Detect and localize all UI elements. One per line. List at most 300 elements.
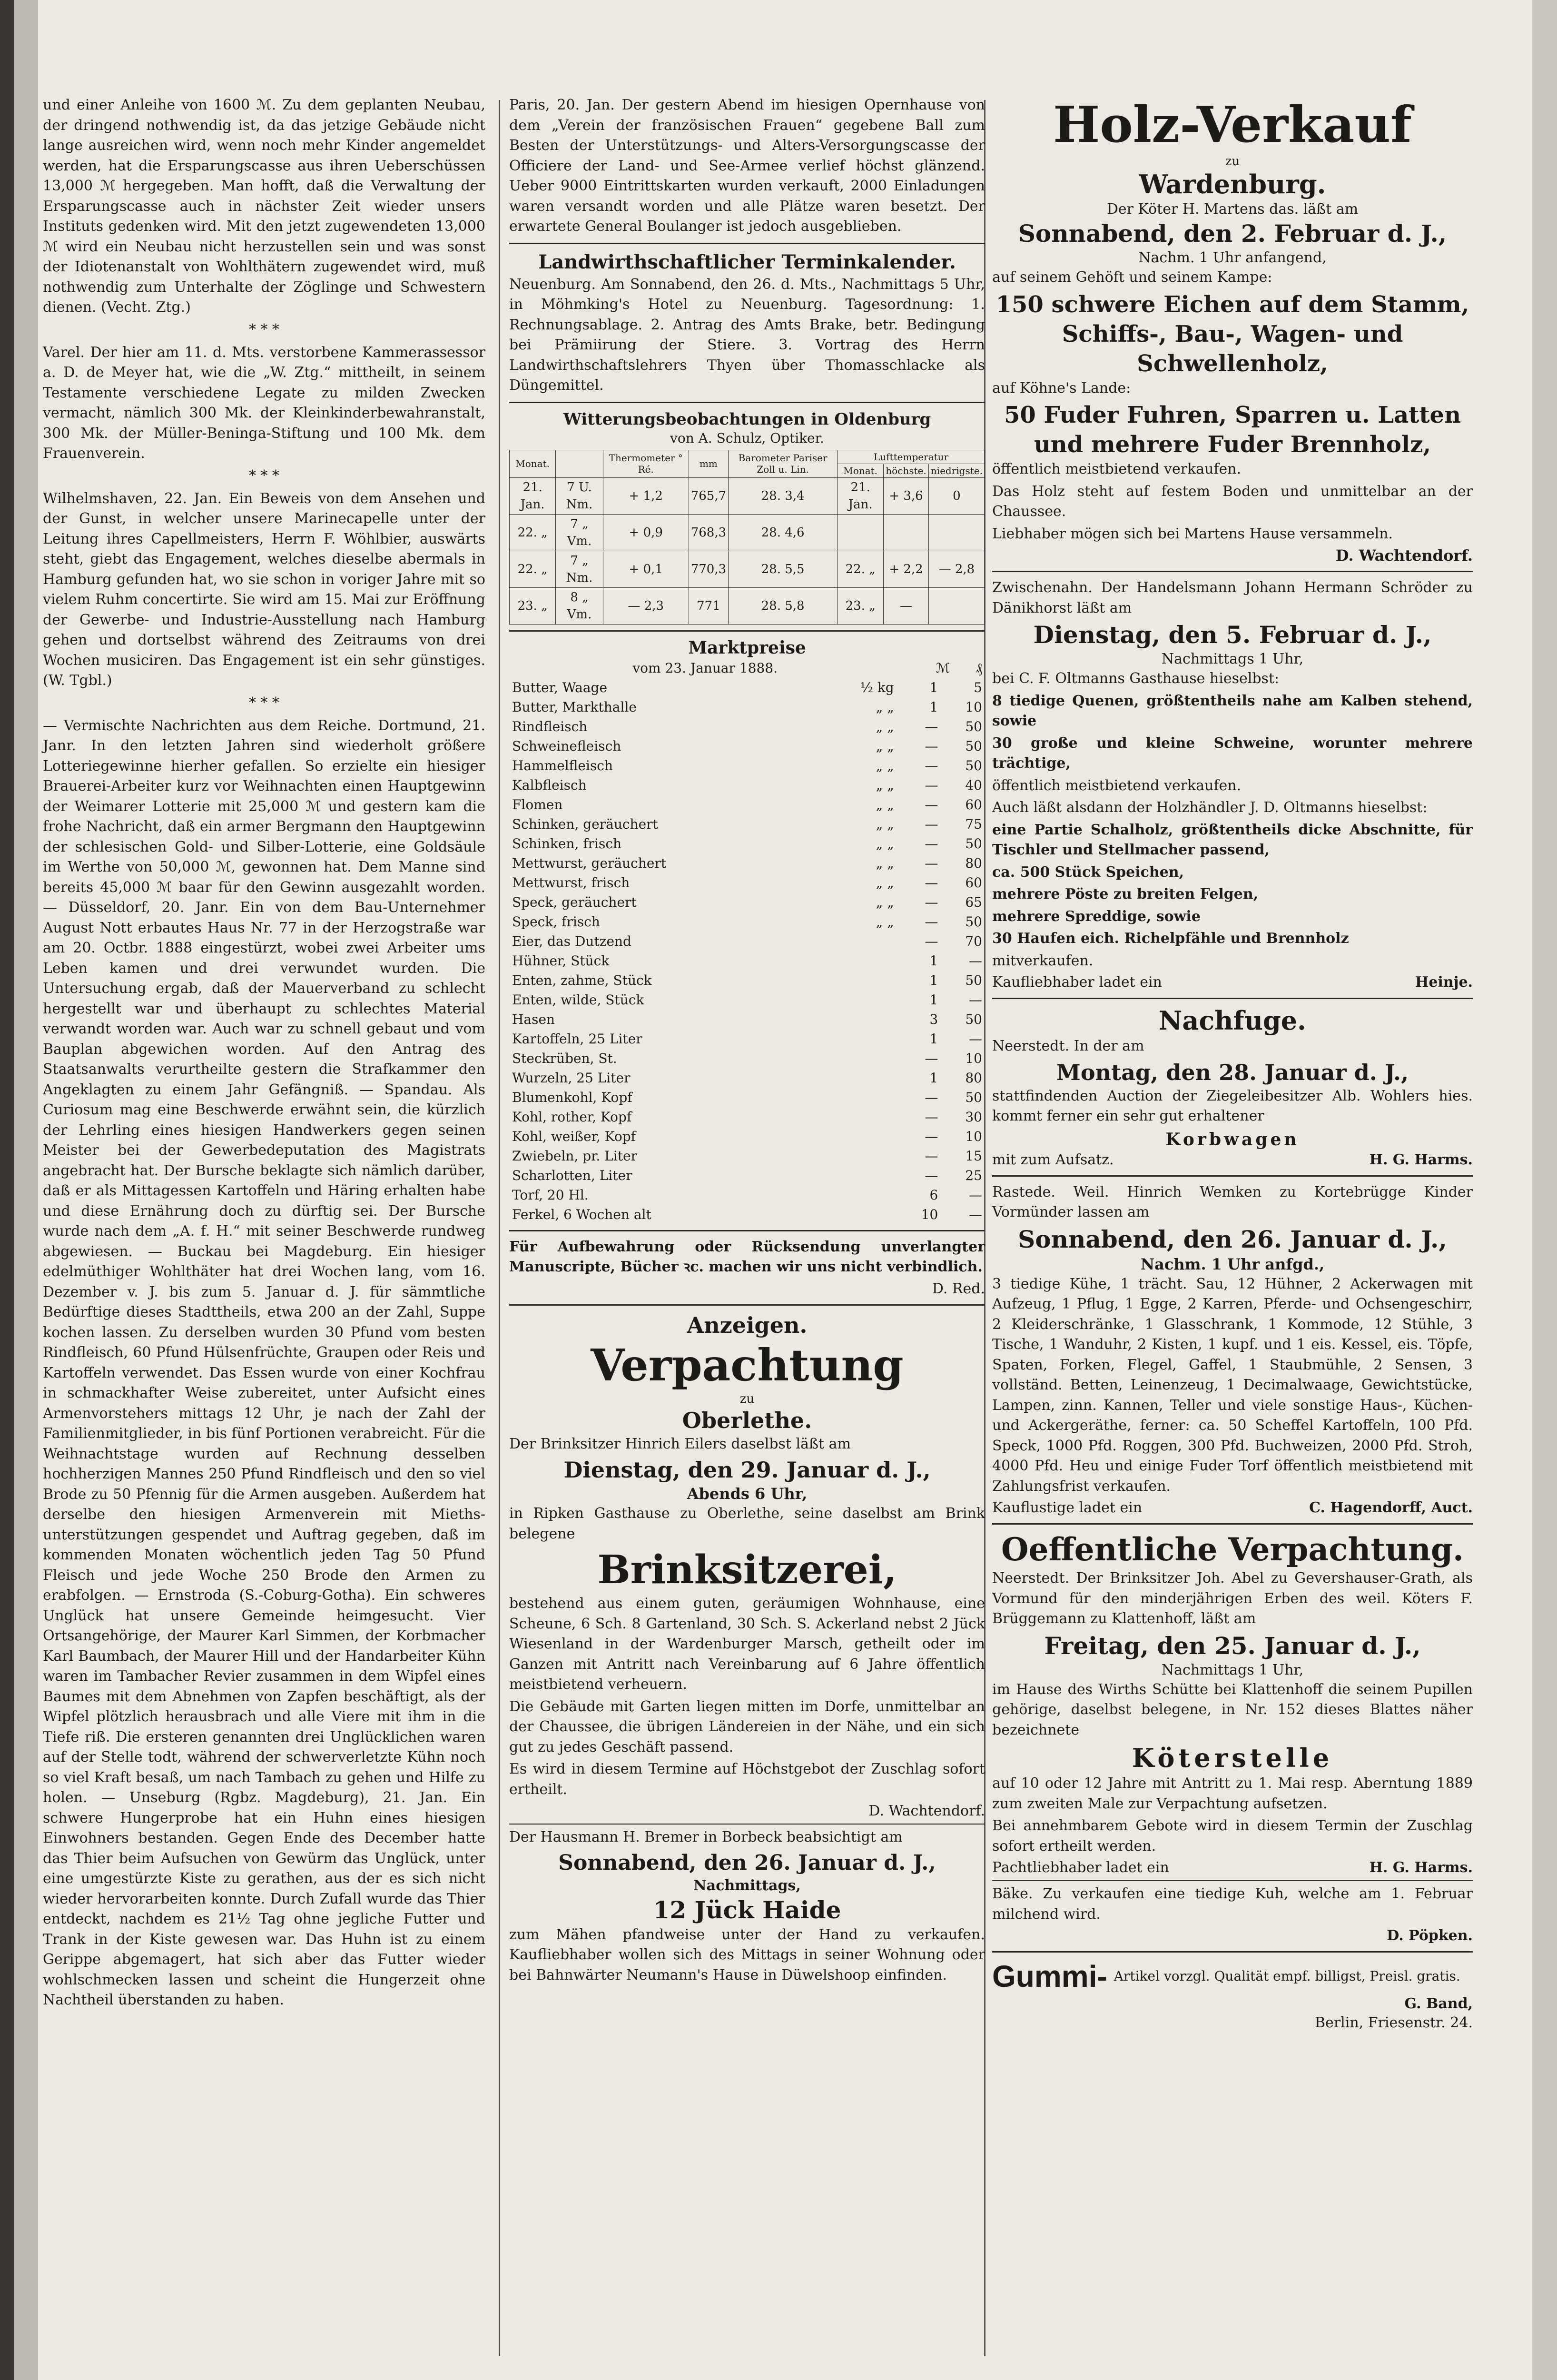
market-pfennig: 50 bbox=[965, 1089, 982, 1105]
ad-oeffentliche-text: Neerstedt. Der Brinksitzer Joh. Abel zu Gevershauser-Grath, als Vormund für den minderjährigen Erben des weil. Köters F. Brüggemann zu Klattenhoff, läßt am bbox=[992, 1570, 1473, 1627]
market-row bbox=[509, 717, 985, 736]
market-row bbox=[509, 873, 985, 892]
market-unit bbox=[820, 1127, 897, 1146]
weather-cell: 770,3 bbox=[689, 551, 728, 587]
market-pfennig: — bbox=[969, 952, 982, 969]
ad-haide-text: Der Hausmann H. Bremer in Borbeck beabsichtigt am bbox=[509, 1829, 903, 1845]
ad-verpachtung-place: Oberlethe. bbox=[682, 1407, 812, 1433]
weather-cell: + 0,9 bbox=[603, 514, 689, 551]
weather-head-group: Lufttemperatur bbox=[838, 450, 985, 464]
article-vermischte-nachrichten: — Vermischte Nachrichten aus dem Reiche. Dortmund, 21. Janr. In den letzten Jahren sind wiederholt größere Lotteriegewinne hierher gefallen. So erzielte ein hiesiger Brauerei-Arbeiter kurz vor Weihnachten einen Hauptgewinn der Weimarer Lotterie mit 25,000 ℳ und gestern kam die frohe Nachricht, daß ein armer Bergmann den Hauptgewinn der schlesischen Gold- und Silber-Lotterie, eine Goldsäule im Werthe von 50,000 ℳ, gewonnen hat. Dem Manne sind bereits 45,000 ℳ baar für den Gewinn ausgezahlt worden. — Düsseldorf, 20. Janr. Ein von dem Bau-Unternehmer August Nott erbautes Haus Nr. 77 in der Herzogstraße war am 20. Octbr. 1888 eingestürzt, wobei zwei Arbeiter ums Leben kamen und drei verwundet wurden. Die Untersuchung ergab, daß der Mauerverband zu schlecht hergestellt war und überhaupt zu schlechtes Material verwandt worden war. Auch war zu schnell gebaut und vom Bauplan abgewichen worden. Auf den Antrag des Staatsanwalts verurtheilte gestern die Strafkammer den Angeklagten zu einem Jahr Gefängniß. — Spandau. Als Curiosum mag eine Beschwerde erwähnt sein, die kürzlich der Lehrling eines hiesigen Handwerkers gegen seinen Meister bei der Gewerbedeputation des Magistrats angebracht hat. Der Bursche beklagte sich nämlich darüber, daß er als Mittagessen Kartoffeln und Häring erhalten habe und diese Ernährung doch zu dürftig sei. Der Bursche wurde nach dem „A. f. H.“ mit seiner Beschwerde rundweg abgewiesen. — Buckau bei Magdeburg. Ein hiesiger edelmüthiger Wohlthäter hat drei Wochen lang, vom 16. Dezember v. J. bis zum 5. Januar d. J. für sämmtliche Bedürftige dieses Stadttheils, etwa 200 an der Zahl, Suppe kochen lassen. Zu derselben wurden 30 Pfund vom besten Rindfleisch, 60 Pfund Hülsenfrüchte, Graupen oder Reis und Kartoffeln verwendet. Das Essen wurde von einer Kochfrau in schmackhafter Weise zubereitet, unter Aufsicht eines Armenvorstehers mittags 12 Uhr, je nach der Zahl der Familienmitglieder, in bis fünf Portionen verabreicht. Für die Weihnachtstage wurden auf Rechnung desselben hochherzigen Mannes 250 Pfund Rindfleisch und den so viel Brode zu 50 Pfennig für die Armen ausgeben. Außerdem hat derselbe den hiesigen Armenverein mit Mieths-unterstützungen gespendet und Auftrag gegeben, daß im kommenden Monaten wöchentlich jeden Tag 50 Pfund Fleisch und jede Woche 250 Brode den Armen zu erabfolgen. — Ernstroda (S.-Coburg-Gotha). Ein schweres Unglück hat unsere Gemeinde heimgesucht. Vier Ortsangehörige, der Maurer Karl Simmen, der Korbmacher Karl Baumbach, der Maurer Hill und der Handarbeiter Kühn waren im Tambacher Revier zusammen in dem Wipfel eines Baumes mit dem Abnehmen von Zapfen beschäftigt, als der Wipfel plötzlich herausbrach und alle Viere mit ihm in die Tiefe riß. Die ersteren genannten drei Unglücklichen waren auf der Stelle todt, während der schwerverletzte Kühn noch so viel Kraft besaß, um nach Tambach zu gehen und Hilfe zu holen. — Unseburg (Rgbz. Magdeburg), 21. Jan. Ein schwere Hungerprobe hat ein Huhn eines hiesigen Einwohners bestanden. Gegen Ende des December hatte das Thier beim Aufsuchen von Gewürm das Unglück, unter eine umgestürzte Kiste zu gerathen, aus der es sich nicht wieder hervorarbeiten konnte. Durch Zufall wurde das Thier entdeckt, nachdem es 21½ Tag ohne jegliche Futter und Trank in der Kiste gewesen war. Das Huhn ist zu einem Gerippe abgemagert, hat sich aber das Futter wieder wohlschmecken lassen und scheint die Hungerzeit ohne Nachtheil überstanden zu haben. bbox=[43, 717, 485, 2008]
market-unit: ½ kg bbox=[860, 679, 894, 695]
ad-verpachtung-text: Die Gebäude mit Garten liegen mitten im Dorfe, unmittelbar an der Chaussee, die übrigen Ländereien in der Nähe, und ein sich gut zu jedes Geschäft passend. bbox=[509, 1698, 985, 1755]
weather-title: Witterungsbeobachtungen in Oldenburg bbox=[563, 409, 931, 429]
market-unit bbox=[820, 1107, 897, 1127]
ad-verpachtung-date: Dienstag, den 29. Januar d. J., bbox=[563, 1457, 931, 1483]
weather-cell: 0 bbox=[928, 477, 985, 514]
market-row bbox=[509, 1107, 985, 1127]
ad-oeffentliche-title: Oeffentliche Verpachtung. bbox=[1001, 1531, 1464, 1568]
market-row bbox=[509, 775, 985, 795]
weather-cell: 771 bbox=[689, 587, 728, 624]
market-price-table bbox=[509, 658, 985, 678]
market-item: Kalbfleisch bbox=[512, 777, 587, 793]
market-rows bbox=[509, 678, 985, 1224]
ad-verpachtung-title: Verpachtung bbox=[591, 1339, 904, 1391]
ad-nachfuge-text: stattfindenden Auction der Ziegeleibesitzer Alb. Wohlers hies. kommt ferner ein sehr gut erhaltener bbox=[992, 1087, 1473, 1124]
divider bbox=[509, 243, 985, 244]
market-unit bbox=[820, 1205, 897, 1224]
market-unit: „ „ bbox=[876, 855, 894, 871]
divider bbox=[992, 1175, 1473, 1177]
ad-gummi-address: Berlin, Friesenstr. 24. bbox=[1315, 2014, 1473, 2031]
market-item: Flomen bbox=[512, 796, 563, 813]
weather-cell: 28. 4,6 bbox=[729, 514, 838, 551]
market-mark: — bbox=[925, 1050, 938, 1066]
ad-zwischenahn-item: ca. 500 Stück Speichen, bbox=[992, 863, 1184, 881]
market-unit bbox=[820, 1068, 897, 1088]
market-mark: — bbox=[925, 855, 938, 871]
weather-head-cell: Monat. bbox=[510, 450, 556, 477]
market-pfennig: 70 bbox=[965, 933, 982, 949]
market-mark: — bbox=[925, 894, 938, 910]
ad-haide-date: Sonnabend, den 26. Januar d. J., bbox=[558, 1850, 936, 1875]
market-item: Wurzeln, 25 Liter bbox=[512, 1070, 631, 1086]
ad-holz-zu: zu bbox=[1225, 154, 1240, 169]
weather-table bbox=[509, 450, 985, 625]
market-row bbox=[509, 814, 985, 834]
ad-oeffentliche-text: Pachtliebhaber ladet ein bbox=[992, 1859, 1169, 1876]
column-ads bbox=[992, 95, 1473, 2033]
market-mark: 1 bbox=[929, 972, 938, 988]
weather-cell: 28. 5,8 bbox=[729, 587, 838, 624]
market-pfennig: 50 bbox=[965, 1011, 982, 1027]
market-row bbox=[509, 912, 985, 932]
market-item: Butter, Waage bbox=[512, 679, 608, 695]
market-row bbox=[509, 697, 985, 717]
weather-cell: 23. „ bbox=[510, 587, 556, 624]
section-stars: * * * bbox=[248, 694, 280, 711]
ad-holz-time: Nachm. 1 Uhr anfangend, bbox=[1138, 249, 1327, 266]
section-stars: * * * bbox=[248, 321, 280, 338]
market-subtitle: vom 23. Januar 1888. bbox=[632, 660, 778, 676]
market-pfennig: — bbox=[969, 992, 982, 1008]
market-pfennig: 10 bbox=[965, 1128, 982, 1144]
market-pfennig: 65 bbox=[965, 894, 982, 910]
market-unit bbox=[820, 1088, 897, 1107]
market-item: Butter, Markthalle bbox=[512, 699, 637, 715]
market-row bbox=[509, 736, 985, 756]
market-pfennig: 10 bbox=[965, 1050, 982, 1066]
market-unit-mark: ℳ bbox=[936, 660, 950, 676]
weather-subtitle: von A. Schulz, Optiker. bbox=[670, 430, 824, 446]
termin-title: Landwirthschaftlicher Terminkalender. bbox=[538, 250, 956, 273]
market-pfennig: 10 bbox=[965, 699, 982, 715]
market-mark: — bbox=[925, 913, 938, 930]
market-pfennig: 15 bbox=[965, 1148, 982, 1164]
market-item: Mettwurst, geräuchert bbox=[512, 855, 667, 871]
ad-holz-object: 50 Fuder Fuhren, Sparren u. Latten und mehrere Fuder Brennholz, bbox=[1004, 402, 1461, 458]
market-unit: „ „ bbox=[876, 738, 894, 754]
ad-verpachtung-text: bestehend aus einem guten, geräumigen Wohnhause, eine Scheune, 6 Sch. 8 Gartenland, 30 Sch. S. Ackerland nebst 2 Jück Wiesenland in der Wardenburger Marsch, getheilt oder im Ganzen mit Antritt nach Vereinbarung auf 6 Jahre öffentlich meistbietend verheuern. bbox=[509, 1595, 985, 1693]
market-item: Speck, geräuchert bbox=[512, 894, 637, 910]
ad-rastede-time: Nachm. 1 Uhr anfgd., bbox=[1140, 1255, 1325, 1273]
market-mark: — bbox=[925, 835, 938, 852]
market-row bbox=[509, 1146, 985, 1166]
market-row bbox=[509, 1088, 985, 1107]
weather-cell: 22. „ bbox=[510, 514, 556, 551]
market-row bbox=[509, 1068, 985, 1088]
ad-holz-text: auf seinem Gehöft und seinem Kampe: bbox=[992, 269, 1272, 286]
weather-cell bbox=[838, 514, 884, 551]
market-unit: „ „ bbox=[876, 796, 894, 813]
weather-head-cell: Thermometer ° Ré. bbox=[603, 450, 689, 477]
market-pfennig: 40 bbox=[965, 777, 982, 793]
market-item: Ferkel, 6 Wochen alt bbox=[512, 1206, 651, 1222]
market-pfennig: 80 bbox=[965, 855, 982, 871]
weather-cell: + 0,1 bbox=[603, 551, 689, 587]
ad-baeke-text: Bäke. Zu verkaufen eine tiedige Kuh, welche am 1. Februar milchend wird. bbox=[992, 1885, 1473, 1923]
ad-zwischenahn-text: mitverkaufen. bbox=[992, 952, 1094, 969]
market-item: Enten, zahme, Stück bbox=[512, 972, 652, 988]
weather-head-cell: Monat. bbox=[838, 464, 884, 477]
ad-holz-title: Holz-Verkauf bbox=[1053, 95, 1412, 154]
market-unit-pf: ₰ bbox=[976, 660, 982, 676]
market-item: Schweinefleisch bbox=[512, 738, 621, 754]
divider bbox=[509, 402, 985, 403]
weather-cell: 8 „ Vm. bbox=[556, 587, 603, 624]
market-mark: — bbox=[925, 816, 938, 832]
divider bbox=[992, 571, 1473, 572]
ad-gummi-title: Gummi- bbox=[992, 1959, 1107, 1993]
termin-text: Neuenburg. Am Sonnabend, den 26. d. Mts., Nachmittags 5 Uhr, in Möhmking's Hotel zu Neuenburg. Tagesordnung: 1. Rechnungsablage. 2. Antrag des Amts Brake, betr. Bedingung bei Prämiirung der Stiere. 3. Vortrag des Herrn Landwirthschaftslehrers Thyen über Thomasschlacke als Düngemittel. bbox=[509, 276, 985, 394]
market-item: Hühner, Stück bbox=[512, 952, 610, 969]
ad-holz-signature: D. Wachtendorf. bbox=[1335, 546, 1473, 565]
article-paris: Paris, 20. Jan. Der gestern Abend im hiesigen Opernhause von dem „Verein der französischen Frauen“ gegebene Ball zum Besten der Unterstützungs- und Alters-Versorgungscasse der Officiere der Land- und See-Armee verlief höchst glänzend. Ueber 9000 Eintrittskarten wurden verkauft, 2000 Einladungen waren versandt worden und alle Plätze waren besetzt. Der erwartete General Boulanger ist jedoch ausgeblieben. bbox=[509, 97, 985, 235]
market-pfennig: 25 bbox=[965, 1167, 982, 1183]
ad-holz-text: Das Holz steht auf festem Boden und unmittelbar an der Chaussee. bbox=[992, 483, 1473, 520]
ad-zwischenahn-item: 30 große und kleine Schweine, worunter mehrere trächtige, bbox=[992, 734, 1473, 772]
ad-zwischenahn-text: Auch läßt alsdann der Holzhändler J. D. Oltmanns hieselbst: bbox=[992, 799, 1428, 816]
market-mark: — bbox=[925, 1109, 938, 1125]
divider bbox=[992, 1880, 1473, 1881]
divider bbox=[509, 1230, 985, 1231]
market-pfennig: — bbox=[969, 1206, 982, 1222]
weather-cell: 768,3 bbox=[689, 514, 728, 551]
weather-cell: 22. „ bbox=[838, 551, 884, 587]
ad-holz-text: öffentlich meistbietend verkaufen. bbox=[992, 461, 1242, 477]
market-mark: 1 bbox=[929, 992, 938, 1008]
market-pfennig: 50 bbox=[965, 757, 982, 774]
weather-cell: 21. Jan. bbox=[838, 477, 884, 514]
market-item: Schinken, frisch bbox=[512, 835, 622, 852]
column-rule bbox=[499, 100, 500, 2356]
market-pfennig: 50 bbox=[965, 972, 982, 988]
weather-cell: 28. 3,4 bbox=[729, 477, 838, 514]
ad-zwischenahn-item: eine Partie Schalholz, größtentheils dicke Abschnitte, für Tischler und Stellmacher passend, bbox=[992, 821, 1473, 858]
ad-haide-time: Nachmittags, bbox=[693, 1877, 801, 1894]
market-row bbox=[509, 795, 985, 814]
market-unit bbox=[820, 1049, 897, 1068]
market-unit: „ „ bbox=[876, 718, 894, 734]
weather-cell: — 2,3 bbox=[603, 587, 689, 624]
ad-haide-text: zum Mähen pfandweise unter der Hand zu verkaufen. Kaufliebhaber wollen sich des Mittags in seiner Wohnung oder bei Bahnwärter Neumann's Hause in Düwelshoop einfinden. bbox=[509, 1926, 985, 1983]
market-item: Zwiebeln, pr. Liter bbox=[512, 1148, 638, 1164]
market-unit: „ „ bbox=[876, 757, 894, 774]
divider bbox=[509, 1304, 985, 1306]
divider bbox=[992, 998, 1473, 999]
market-unit: „ „ bbox=[876, 894, 894, 910]
divider bbox=[509, 1824, 985, 1825]
market-pfennig: 50 bbox=[965, 913, 982, 930]
market-item: Blumenkohl, Kopf bbox=[512, 1089, 632, 1105]
weather-cell: — bbox=[884, 587, 929, 624]
market-mark: 1 bbox=[929, 1031, 938, 1047]
ad-holz-text: Der Köter H. Martens das. läßt am bbox=[1106, 201, 1359, 218]
ad-oeffentliche-time: Nachmittags 1 Uhr, bbox=[1161, 1661, 1304, 1678]
market-title: Marktpreise bbox=[688, 637, 806, 658]
weather-row bbox=[510, 551, 985, 587]
weather-head-cell: Barometer Pariser Zoll u. Lin. bbox=[729, 450, 838, 477]
market-item: Hammelfleisch bbox=[512, 757, 613, 774]
market-unit: „ „ bbox=[876, 777, 894, 793]
ad-oeffentliche-text: auf 10 oder 12 Jahre mit Antritt zu 1. Mai resp. Aberntung 1889 zum zweiten Male zur Verpachtung aufsetzen. bbox=[992, 1775, 1473, 1812]
ad-haide-object: 12 Jück Haide bbox=[653, 1895, 841, 1924]
divider bbox=[509, 630, 985, 632]
market-unit bbox=[820, 1146, 897, 1166]
weather-cell: 28. 5,5 bbox=[729, 551, 838, 587]
market-row bbox=[509, 1127, 985, 1146]
market-row bbox=[509, 951, 985, 971]
weather-header-row bbox=[510, 450, 985, 464]
column-news bbox=[43, 95, 485, 2013]
market-pfennig: 50 bbox=[965, 835, 982, 852]
weather-head-cell: niedrigste. bbox=[928, 464, 985, 477]
weather-head-cell: mm bbox=[689, 450, 728, 477]
market-unit bbox=[820, 951, 897, 971]
market-pfennig: 30 bbox=[965, 1109, 982, 1125]
market-pfennig: — bbox=[969, 1031, 982, 1047]
market-item: Kohl, rother, Kopf bbox=[512, 1109, 632, 1125]
article-wilhelmshaven: Wilhelmshaven, 22. Jan. Ein Beweis von dem Ansehen und der Gunst, in welcher unsere Marinecapelle unter der Leitung ihres Capellmeisters, Herrn F. Wöhlbier, auswärts steht, giebt das Engagement, welches dieselbe abermals in Hamburg gefunden hat, wo sie schon in voriger Jahre mit so vielem Ruhm concertirte. Sie wird am 15. Mai zur Eröffnung der Gewerbe- und Industrie-Ausstellung nach Hamburg gehen und dortselbst während des Zeitraums von drei Wochen musiciren. Das Engagement ist ein sehr günstiges. (W. Tgbl.) bbox=[43, 490, 485, 689]
ad-zwischenahn-item: mehrere Pöste zu breiten Felgen, bbox=[992, 886, 1259, 902]
market-mark: — bbox=[925, 874, 938, 891]
divider bbox=[992, 1951, 1473, 1953]
weather-head-cell: höchste. bbox=[884, 464, 929, 477]
ad-zwischenahn-signature: Heinje. bbox=[1415, 974, 1473, 991]
ad-zwischenahn-text: Zwischenahn. Der Handelsmann Johann Hermann Schröder zu Dänikhorst läßt am bbox=[992, 579, 1473, 616]
market-pfennig: 60 bbox=[965, 796, 982, 813]
ad-verpachtung-zu: zu bbox=[739, 1391, 755, 1406]
article-varel: Varel. Der hier am 11. d. Mts. verstorbene Kammerassessor a. D. de Meyer hat, wie die „W. Ztg.“ mittheilt, in seinem Testamente verschiedene Legate zu milden Zwecken vermacht, nämlich 300 Mk. der Kleinkinderbewahranstalt, 300 Mk. der Müller-Beninga-Stiftung und 100 Mk. dem Frauenverein. bbox=[43, 344, 485, 462]
weather-row bbox=[510, 477, 985, 514]
weather-cell: 7 „ Vm. bbox=[556, 514, 603, 551]
ad-verpachtung-text: in Ripken Gasthause zu Oberlethe, seine daselbst am Brink belegene bbox=[509, 1505, 985, 1542]
ad-baeke-signature: D. Pöpken. bbox=[1387, 1927, 1473, 1944]
weather-cell: — 2,8 bbox=[928, 551, 985, 587]
ad-verpachtung-object: Brinksitzerei, bbox=[597, 1547, 897, 1593]
weather-cell: + 1,2 bbox=[603, 477, 689, 514]
weather-cell: + 2,2 bbox=[884, 551, 929, 587]
ad-oeffentliche-date: Freitag, den 25. Januar d. J., bbox=[1044, 1631, 1421, 1660]
ad-holz-object: 150 schwere Eichen auf dem Stamm, Schiffs-, Bau-, Wagen- und Schwellenholz, bbox=[995, 291, 1469, 377]
market-row bbox=[509, 834, 985, 853]
market-unit bbox=[820, 1029, 897, 1049]
weather-cell bbox=[928, 514, 985, 551]
ad-rastede-signature: C. Hagendorff, Auct. bbox=[1309, 1499, 1473, 1516]
ad-gummi-signature: G. Band, bbox=[1404, 1995, 1473, 2012]
ad-oeffentliche-text: Bei annehmbarem Gebote wird in diesem Termin der Zuschlag sofort ertheilt werden. bbox=[992, 1817, 1473, 1854]
market-pfennig: 50 bbox=[965, 738, 982, 754]
market-unit bbox=[820, 932, 897, 951]
market-mark: — bbox=[925, 1167, 938, 1183]
market-mark: — bbox=[925, 933, 938, 949]
ad-oeffentliche-object: Köterstelle bbox=[1132, 1743, 1333, 1773]
market-unit: „ „ bbox=[876, 835, 894, 852]
ad-gummi-text: Artikel vorzgl. Qualität empf. billigst, Preisl. gratis. bbox=[1114, 1968, 1460, 1984]
ad-nachfuge-date: Montag, den 28. Januar d. J., bbox=[1056, 1059, 1409, 1085]
ad-zwischenahn-text: bei C. F. Oltmanns Gasthause hieselbst: bbox=[992, 670, 1280, 687]
column-middle bbox=[509, 95, 985, 1987]
market-item: Hasen bbox=[512, 1011, 555, 1027]
market-item: Eier, das Dutzend bbox=[512, 933, 631, 949]
market-pfennig: 5 bbox=[974, 679, 982, 695]
market-pfennig: — bbox=[969, 1187, 982, 1203]
weather-cell: + 3,6 bbox=[884, 477, 929, 514]
ad-verpachtung-time: Abends 6 Uhr, bbox=[687, 1485, 808, 1503]
market-mark: 10 bbox=[921, 1206, 938, 1222]
market-row bbox=[509, 990, 985, 1010]
ad-nachfuge-text: mit zum Aufsatz. bbox=[992, 1151, 1114, 1168]
market-row bbox=[509, 971, 985, 990]
market-row bbox=[509, 892, 985, 912]
left-margin-strip bbox=[14, 0, 38, 2380]
market-item: Scharlotten, Liter bbox=[512, 1167, 632, 1183]
weather-row bbox=[510, 514, 985, 551]
weather-cell: 23. „ bbox=[838, 587, 884, 624]
weather-cell bbox=[928, 587, 985, 624]
ad-zwischenahn-text: öffentlich meistbietend verkaufen. bbox=[992, 777, 1242, 794]
right-page-edge bbox=[1532, 0, 1557, 2380]
market-item: Enten, wilde, Stück bbox=[512, 992, 644, 1008]
market-row bbox=[509, 1010, 985, 1029]
market-unit bbox=[820, 971, 897, 990]
market-head-row bbox=[509, 658, 985, 678]
ad-zwischenahn-date: Dienstag, den 5. Februar d. J., bbox=[1033, 621, 1432, 649]
market-row bbox=[509, 1049, 985, 1068]
market-mark: — bbox=[925, 777, 938, 793]
weather-cell: 22. „ bbox=[510, 551, 556, 587]
ad-zwischenahn-item: 30 Haufen eich. Richelpfähle und Brennholz bbox=[992, 930, 1349, 947]
ad-zwischenahn-text: Kaufliebhaber ladet ein bbox=[992, 974, 1162, 991]
market-pfennig: 50 bbox=[965, 718, 982, 734]
book-spine bbox=[0, 0, 14, 2380]
market-unit bbox=[820, 1010, 897, 1029]
market-item: Kartoffeln, 25 Liter bbox=[512, 1031, 642, 1047]
market-mark: 3 bbox=[929, 1011, 938, 1027]
market-row bbox=[509, 1205, 985, 1224]
article-idiotenanstalt: und einer Anleihe von 1600 ℳ. Zu dem geplanten Neubau, der dringend nothwendig ist, da das jetzige Gebäude nicht lange ausreichen wird, wenn noch mehr Kinder angemeldet werden, hat die Ersparungscasse aus ihren Ueberschüssen 13,000 ℳ hergegeben. Man hofft, daß die Verwaltung der Ersparungscasse auch in nächster Zeit wieder unsers Instituts gedenken wird. Mit den jetzt zugewendeten 13,000 ℳ wird ein Neubau nicht herzustellen sein und was sonst der Idiotenanstalt von Wohlthätern zugewendet wird, muß nothwendig zum Unterhalte der Zöglinge und Schwestern dienen. (Vecht. Ztg.) bbox=[43, 97, 485, 316]
ad-holz-text: Liebhaber mögen sich bei Martens Hause versammeln. bbox=[992, 525, 1393, 542]
market-unit: „ „ bbox=[876, 913, 894, 930]
market-row bbox=[509, 1166, 985, 1185]
market-mark: — bbox=[925, 718, 938, 734]
market-unit: „ „ bbox=[876, 699, 894, 715]
ad-oeffentliche-signature: H. G. Harms. bbox=[1369, 1859, 1473, 1876]
market-item: Mettwurst, frisch bbox=[512, 874, 630, 891]
ad-verpachtung-text: Es wird in diesem Termine auf Höchstgebot der Zuschlag sofort ertheilt. bbox=[509, 1761, 985, 1798]
weather-head-cell bbox=[556, 450, 603, 477]
weather-cell: 7 U. Nm. bbox=[556, 477, 603, 514]
market-row bbox=[509, 1185, 985, 1205]
market-unit bbox=[820, 1166, 897, 1185]
ad-rastede-date: Sonnabend, den 26. Januar d. J., bbox=[1018, 1225, 1447, 1253]
market-row bbox=[509, 678, 985, 697]
section-stars: * * * bbox=[248, 467, 280, 484]
market-pfennig: 60 bbox=[965, 874, 982, 891]
market-pfennig: 80 bbox=[965, 1070, 982, 1086]
market-mark: 6 bbox=[929, 1187, 938, 1203]
weather-cell: 21. Jan. bbox=[510, 477, 556, 514]
editor-notice: Für Aufbewahrung oder Rücksendung unverlangter Manuscripte, Bücher ꝛc. machen wir uns nicht verbindlich. bbox=[509, 1238, 985, 1275]
market-item: Kohl, weißer, Kopf bbox=[512, 1128, 636, 1144]
market-row bbox=[509, 756, 985, 775]
market-unit: „ „ bbox=[876, 816, 894, 832]
weather-cell: 765,7 bbox=[689, 477, 728, 514]
market-mark: — bbox=[925, 796, 938, 813]
weather-cell: 7 „ Nm. bbox=[556, 551, 603, 587]
market-item: Schinken, geräuchert bbox=[512, 816, 658, 832]
ad-nachfuge-title: Nachfuge. bbox=[1159, 1005, 1306, 1036]
market-mark: 1 bbox=[929, 679, 938, 695]
market-unit bbox=[820, 1185, 897, 1205]
market-mark: 1 bbox=[929, 952, 938, 969]
market-item: Steckrüben, St. bbox=[512, 1050, 617, 1066]
market-item: Speck, frisch bbox=[512, 913, 600, 930]
editor-signature: D. Red. bbox=[932, 1280, 985, 1297]
market-row bbox=[509, 1029, 985, 1049]
ad-rastede-text: 3 tiedige Kühe, 1 trächt. Sau, 12 Hühner, 2 Ackerwagen mit Aufzeug, 1 Pflug, 1 Egge, 2 Karren, Pferde- und Ochsengeschirr, 2 Kleiderschränke, 1 Glasschrank, 1 Kommode, 12 Stühle, 3 Tische, 1 Wanduhr, 2 Kisten, 1 kupf. und 1 eis. Kessel, eis. Töpfe, Spaten, Forken, Flegel, Gaffel, 1 Staubmühle, 2 Sensen, 3 vollständ. Betten, Leinenzeug, 1 Decimalwaage, Gewichtstücke, Lampen, zinn. Kannen, Teller und viele sonstige Haus-, Küchen- und Ackergeräthe, ferner: ca. 50 Scheffel Kartoffeln, 100 Pfd. Speck, 1000 Pfd. Roggen, 300 Pfd. Buchweizen, 2000 Pfd. Stroh, 4000 Pfd. Heu und einige Fuder Torf öffentlich meistbietend mit Zahlungsfrist verkaufen. bbox=[992, 1275, 1473, 1495]
market-mark: — bbox=[925, 1148, 938, 1164]
market-unit bbox=[820, 990, 897, 1010]
ad-holz-text: auf Köhne's Lande: bbox=[992, 379, 1131, 397]
ad-verpachtung-signature: D. Wachtendorf. bbox=[868, 1803, 985, 1819]
market-item: Torf, 20 Hl. bbox=[512, 1187, 589, 1203]
ad-zwischenahn-item: 8 tiedige Quenen, größtentheils nahe am Kalben stehend, sowie bbox=[992, 692, 1473, 729]
market-row bbox=[509, 932, 985, 951]
market-mark: — bbox=[925, 738, 938, 754]
ads-heading: Anzeigen. bbox=[687, 1312, 808, 1338]
market-item: Rindfleisch bbox=[512, 718, 588, 734]
divider bbox=[992, 1523, 1473, 1525]
ad-zwischenahn-item: mehrere Spreddige, sowie bbox=[992, 908, 1201, 925]
ad-holz-place: Wardenburg. bbox=[1139, 169, 1326, 199]
market-mark: — bbox=[925, 757, 938, 774]
market-mark: — bbox=[925, 1128, 938, 1144]
market-unit: „ „ bbox=[876, 874, 894, 891]
market-mark: 1 bbox=[929, 1070, 938, 1086]
market-row bbox=[509, 853, 985, 873]
ad-rastede-text: Rastede. Weil. Hinrich Wemken zu Kortebrügge Kinder Vormünder lassen am bbox=[992, 1183, 1473, 1220]
market-mark: — bbox=[925, 1089, 938, 1105]
market-pfennig: 75 bbox=[965, 816, 982, 832]
ad-nachfuge-object: Korbwagen bbox=[1165, 1129, 1300, 1150]
ad-oeffentliche-text: im Hause des Wirths Schütte bei Klattenhoff die seinem Pupillen gehörige, daselbst belegene, in Nr. 152 dieses Blattes näher bezeichnete bbox=[992, 1681, 1473, 1738]
ad-verpachtung-text: Der Brinksitzer Hinrich Eilers daselbst läßt am bbox=[509, 1435, 851, 1452]
ad-rastede-text: Kauflustige ladet ein bbox=[992, 1499, 1143, 1516]
market-mark: 1 bbox=[929, 699, 938, 715]
ad-nachfuge-signature: H. G. Harms. bbox=[1369, 1151, 1473, 1168]
weather-row bbox=[510, 587, 985, 624]
